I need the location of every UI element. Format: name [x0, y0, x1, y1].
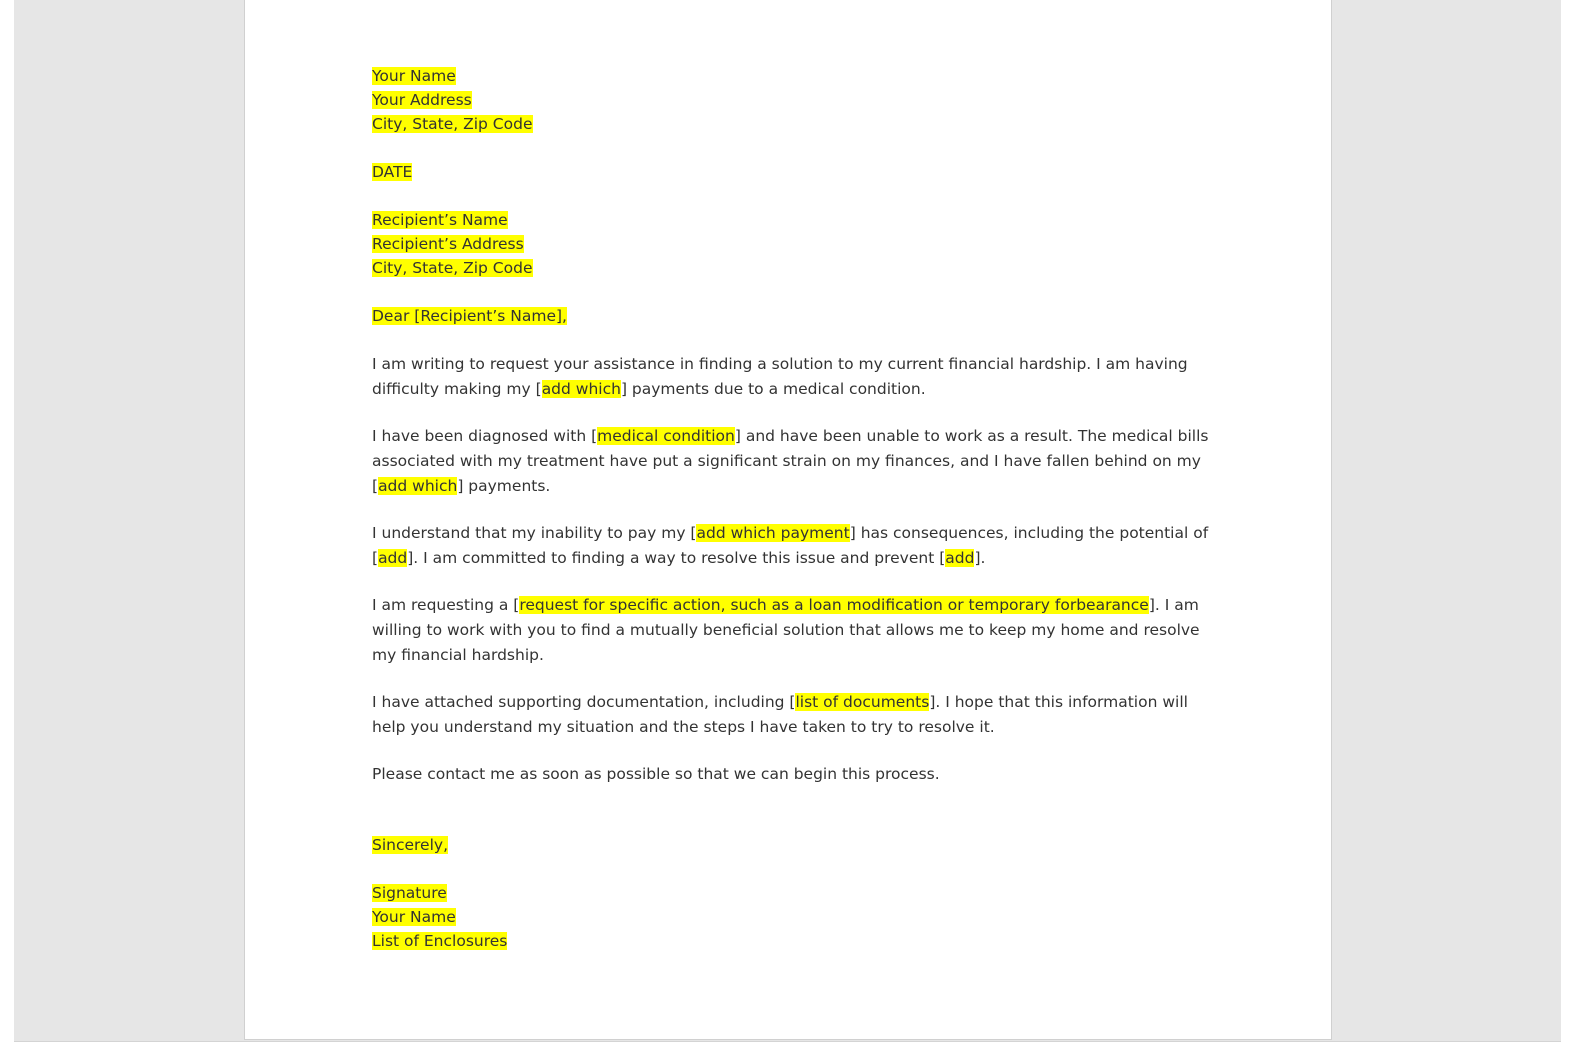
placeholder-highlight: add which [541, 380, 621, 398]
salutation: Dear [Recipient’s Name], [372, 307, 567, 325]
signature-name: Your Name [372, 908, 456, 926]
sender-city: City, State, Zip Code [372, 115, 533, 133]
recipient-name: Recipient’s Name [372, 211, 508, 229]
closing: Sincerely, [372, 836, 449, 854]
placeholder-highlight: add which [378, 477, 458, 495]
paragraph-2 [372, 424, 1212, 499]
paragraph-1 [372, 352, 1212, 402]
recipient-city: City, State, Zip Code [372, 259, 533, 277]
paragraph-4 [372, 593, 1212, 668]
paragraph-text: ]. I am committed to finding a way to resolve this issue and prevent [ [407, 549, 946, 567]
paragraph-text: I have attached supporting documentation, including [ [372, 693, 796, 711]
letter-date: DATE [372, 163, 413, 181]
placeholder-highlight: add [945, 549, 975, 567]
paragraph-5 [372, 690, 1212, 740]
placeholder-highlight: add which payment [696, 524, 850, 542]
placeholder-highlight: request for specific action, such as a loan modification or temporary forbearance [519, 596, 1149, 614]
document-page[interactable] [244, 0, 1332, 1040]
paragraph-text: I am writing to request your assistance in finding a solution to my current financial hardship. I am having difficulty making my [ [372, 355, 1188, 398]
sender-name: Your Name [372, 67, 456, 85]
paragraph-text: I understand that my inability to pay my [ [372, 524, 697, 542]
paragraph-text: ] payments due to a medical condition. [620, 380, 926, 398]
paragraph-text: ]. [974, 549, 986, 567]
paragraph-text: I am requesting a [ [372, 596, 520, 614]
paragraph-text: ]. I am willing to work with you to find a mutually beneficial solution that allows me to keep my home and resolve my financial hardship. [372, 596, 1200, 664]
sender-block [372, 64, 1212, 136]
letter-content [372, 64, 1212, 953]
placeholder-highlight: add [378, 549, 408, 567]
paragraph-text: ] and have been unable to work as a result. The medical bills associated with my treatment have put a significant strain on my finances, and I have fallen behind on my [ [372, 427, 1209, 495]
paragraph-text: ]. I hope that this information will help you understand my situation and the steps I have taken to try to resolve it. [372, 693, 1188, 736]
signature-line: Signature [372, 884, 447, 902]
placeholder-highlight: medical condition [597, 427, 735, 445]
recipient-block [372, 208, 1212, 280]
paragraph-6: Please contact me as soon as possible so that we can begin this process. [372, 765, 940, 783]
recipient-address: Recipient’s Address [372, 235, 524, 253]
paragraph-text: ] payments. [457, 477, 551, 495]
enclosures-line: List of Enclosures [372, 932, 508, 950]
paragraph-text: I have been diagnosed with [ [372, 427, 598, 445]
signature-block [372, 881, 1212, 953]
sender-address: Your Address [372, 91, 472, 109]
placeholder-highlight: list of documents [795, 693, 930, 711]
paragraph-text: ] has consequences, including the potential of [ [372, 524, 1209, 567]
paragraph-3 [372, 521, 1212, 571]
